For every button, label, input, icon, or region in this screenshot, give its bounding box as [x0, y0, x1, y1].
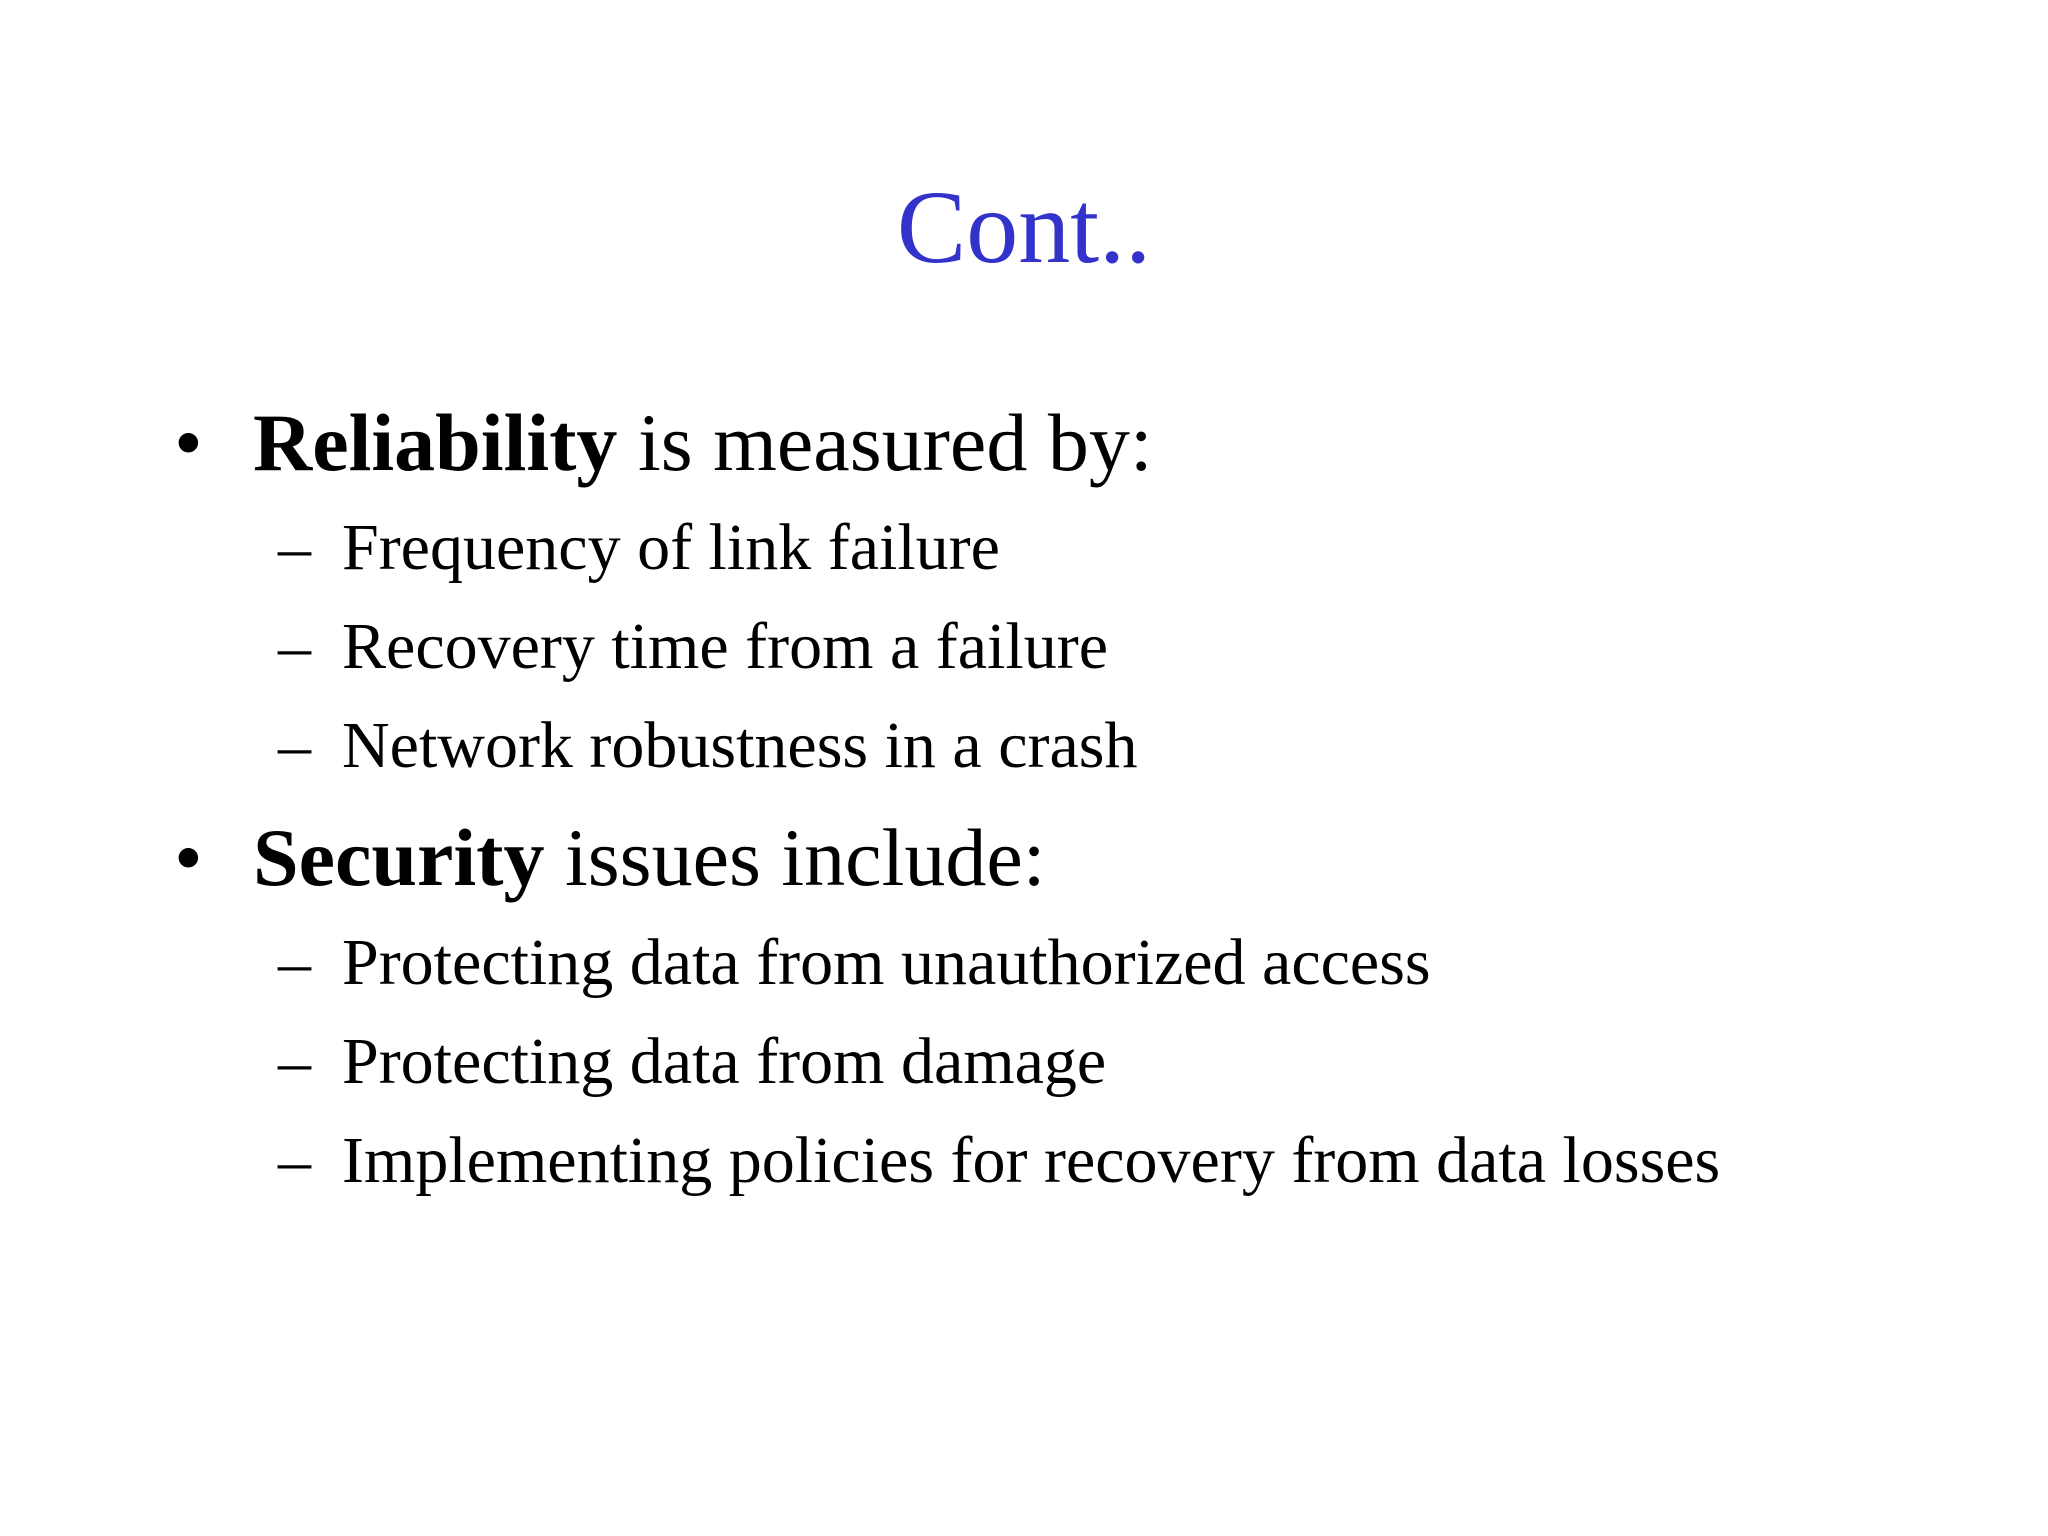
dash-icon: –	[278, 709, 311, 782]
sub-item-text: Frequency of link failure	[342, 511, 1000, 584]
dash-icon: –	[278, 1124, 311, 1197]
slide-title: Cont..	[896, 170, 1152, 285]
bullet-keyword: Reliability	[253, 397, 618, 488]
bullet-text	[253, 393, 1153, 493]
dash-icon: –	[278, 926, 311, 999]
bullet-icon: •	[174, 812, 203, 903]
dash-icon: –	[278, 610, 311, 683]
dash-icon: –	[278, 511, 311, 584]
sub-item-text: Recovery time from a failure	[342, 610, 1108, 683]
dash-icon: –	[278, 1025, 311, 1098]
sub-item-text: Implementing policies for recovery from data losses	[342, 1124, 1721, 1197]
sub-item-text: Network robustness in a crash	[342, 709, 1138, 782]
bullet-rest: issues include:	[544, 812, 1046, 903]
bullet-keyword: Security	[253, 812, 545, 903]
bullet-text	[253, 808, 1046, 908]
sub-item-text: Protecting data from unauthorized access	[342, 926, 1431, 999]
sub-item-text: Protecting data from damage	[342, 1025, 1107, 1098]
bullet-rest: is measured by:	[617, 397, 1153, 488]
bullet-icon: •	[174, 397, 203, 488]
